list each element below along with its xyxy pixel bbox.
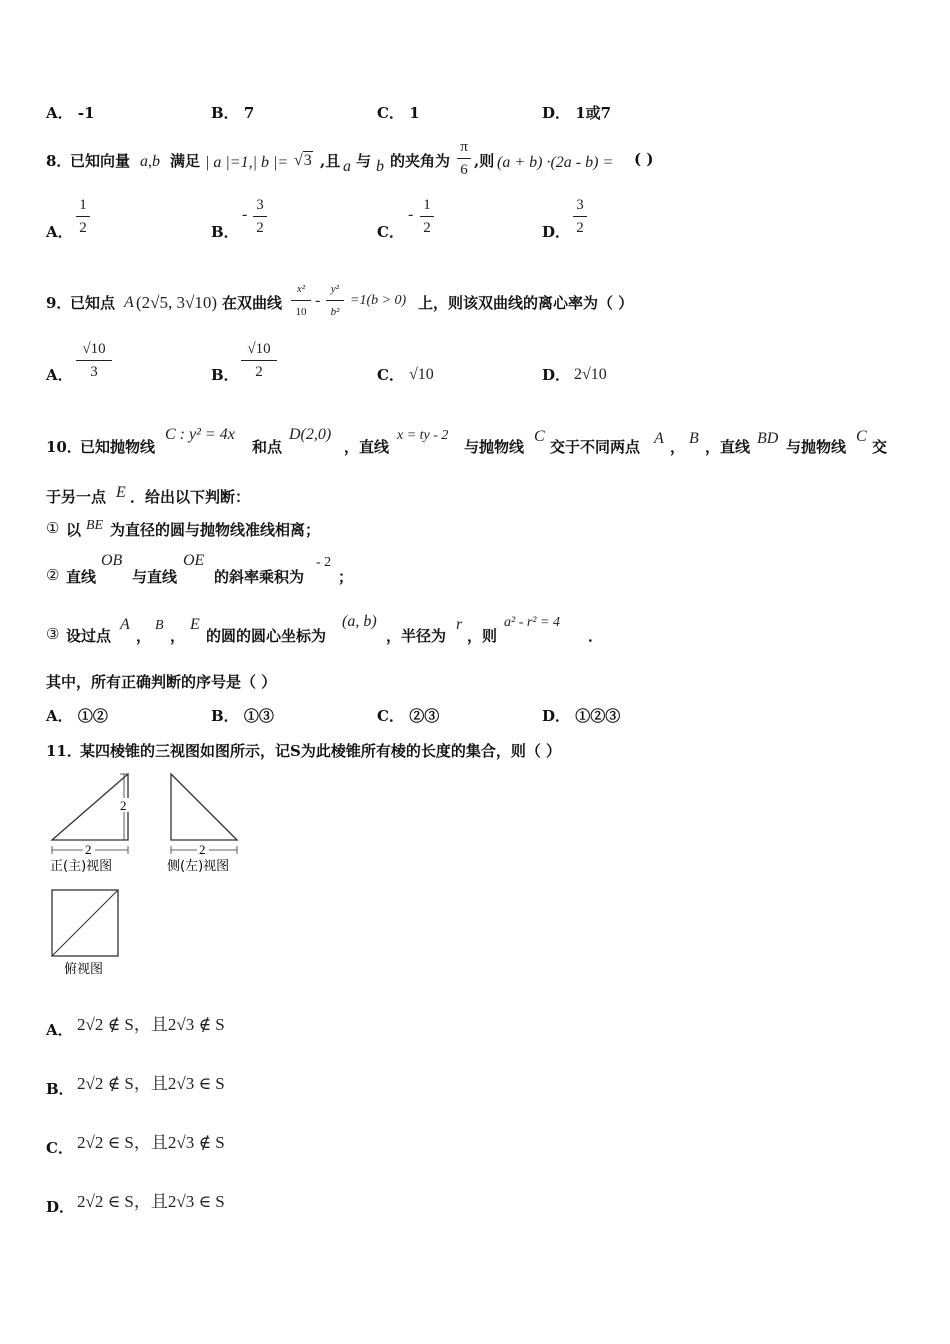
q7-option-c: C． 1 <box>377 104 420 122</box>
statement-3-radius: r <box>456 616 463 633</box>
q10-option-d: D． ①②③ <box>542 707 621 725</box>
q8-vectors: a,b <box>140 153 160 170</box>
q9-option-a: A． <box>46 366 73 384</box>
q9-x-fraction: x² 10 <box>291 280 311 321</box>
statement-3-text: ，则 <box>467 627 498 645</box>
q10-ask: 其中，所有正确判断的序号是（ ） <box>46 673 277 691</box>
q10-text: 已知抛物线 <box>80 438 156 456</box>
q10-curve-c: C <box>534 428 545 445</box>
q7-option-b: B． 7 <box>211 104 255 122</box>
q10-point-d: D(2,0) <box>289 426 332 443</box>
q8-option-d: D． <box>542 223 571 241</box>
q8-text: 已知向量 <box>70 152 131 170</box>
q9-minus: - <box>315 292 321 309</box>
statement-3-center: (a, b) <box>342 613 377 630</box>
top-view-caption: 俯视图 <box>64 962 104 977</box>
statement-3-equation: a² - r² = 4 <box>504 615 560 630</box>
q8-text: 满足 <box>170 152 201 170</box>
q10-parabola: C : y² = 4x <box>165 426 235 443</box>
statement-2-value: - 2 <box>316 555 332 570</box>
statement-2-text: 直线 <box>66 568 97 586</box>
q8-option-a: A． <box>46 223 73 241</box>
q10-text: 与抛物线 <box>786 438 847 456</box>
front-view <box>50 774 130 874</box>
q9-option-b: B． <box>211 366 239 384</box>
q11-option-a: A． <box>46 1021 73 1039</box>
q7-option-d: D． 1或7 <box>542 104 612 122</box>
q8-option-c: C． <box>377 223 404 241</box>
statement-1-text: 以 <box>66 521 82 539</box>
statement-2-ob: OB <box>101 552 123 569</box>
q10-text: 和点 <box>252 438 283 456</box>
q9-option-d-value: 2√10 <box>574 366 607 383</box>
q8-option-b-fraction: 3 2 <box>253 196 267 237</box>
q11-option-d-value: 2√2 ∈ S，且2√3 ∈ S <box>77 1192 225 1211</box>
statement-1-text: 为直径的圆与抛物线准线相离； <box>110 521 321 539</box>
q8-angle-fraction: π 6 <box>457 138 471 179</box>
q9-point-label: A <box>124 294 134 311</box>
statement-2-mark: ② <box>46 566 60 584</box>
statement-3-text: ． <box>588 627 604 645</box>
side-view-caption: 侧(左)视图 <box>167 859 230 874</box>
statement-3-text: 的圆的圆心坐标为 <box>206 627 327 645</box>
statement-3-text: ， <box>136 627 152 645</box>
q8-option-c-fraction: 1 2 <box>420 196 434 237</box>
q8-option-d-fraction: 3 2 <box>573 196 587 237</box>
side-view <box>167 774 237 874</box>
statement-1-be: BE <box>86 518 104 533</box>
q8-vector-a: a <box>343 158 351 175</box>
statement-3-point-b: B <box>155 618 164 633</box>
q10-text: ，直线 <box>344 438 390 456</box>
q8-condition: | a |=1,| b |= <box>205 154 289 171</box>
q10-text: 与抛物线 <box>464 438 525 456</box>
q11-option-b: B． <box>46 1080 74 1098</box>
q9-text: 已知点 <box>70 294 116 312</box>
q9-text: 在双曲线 <box>222 294 283 312</box>
q10-line: x = ty - 2 <box>397 428 449 443</box>
front-view-width-label: 2 <box>85 842 92 857</box>
q10-text: ， <box>670 438 686 456</box>
statement-2-text: 的斜率乘积为 <box>214 568 305 586</box>
statement-2-text: ； <box>338 568 354 586</box>
q8-option-c-sign: - <box>408 206 414 223</box>
q10-point-e: E <box>116 484 126 501</box>
q9-option-c-value: √10 <box>409 366 434 383</box>
q9-option-d: D． <box>542 366 571 384</box>
q11-text: 某四棱锥的三视图如图所示，记S为此棱锥所有棱的长度的集合，则（ ） <box>80 742 562 760</box>
statement-2-oe: OE <box>183 552 205 569</box>
q9-option-a-fraction: √10 3 <box>76 340 112 381</box>
q8-option-a-fraction: 1 2 <box>76 196 90 237</box>
q8-text: ,且 <box>320 152 341 170</box>
q10-point-a: A <box>654 430 664 447</box>
statement-3-text: ，半径为 <box>386 627 447 645</box>
q10-option-c: C． ②③ <box>377 707 440 725</box>
statement-1-mark: ① <box>46 519 60 537</box>
q8-text: 的夹角为 <box>390 152 451 170</box>
q10-text: 交于不同两点 <box>550 438 641 456</box>
q9-point-coords: (2√5, 3√10) <box>136 293 217 312</box>
q10-text: 交 <box>872 438 888 456</box>
top-view <box>52 890 118 977</box>
q9-text: 上，则该双曲线的离心率为（ ） <box>418 294 634 312</box>
q8-expression: (a + b) ·(2a - b) = <box>497 154 614 171</box>
q8-number: 8． <box>46 152 72 170</box>
q11-option-c-value: 2√2 ∈ S，且2√3 ∉ S <box>77 1133 225 1152</box>
statement-3-mark: ③ <box>46 625 60 643</box>
statement-3-text: ， <box>170 627 186 645</box>
q11-option-a-value: 2√2 ∉ S，且2√3 ∉ S <box>77 1015 225 1034</box>
statement-3-text: 设过点 <box>66 627 112 645</box>
q10-number: 10． <box>46 438 82 456</box>
q10-text: ，直线 <box>705 438 751 456</box>
q10-point-b: B <box>689 430 699 447</box>
statement-3-point-e: E <box>190 616 200 633</box>
q8-text: 与 <box>356 152 372 170</box>
q10-text: 于另一点 <box>46 488 107 506</box>
front-view-caption: 正(主)视图 <box>50 859 113 874</box>
q10-option-a: A． ①② <box>46 707 108 725</box>
three-view-figure <box>40 768 260 978</box>
q8-vector-b: b <box>376 158 384 175</box>
q9-y-fraction: y² b² <box>326 280 344 321</box>
statement-3-point-a: A <box>120 616 130 633</box>
q8-blank: ( ) <box>634 150 654 168</box>
q11-option-c: C． <box>46 1139 73 1157</box>
side-view-width-label: 2 <box>199 842 206 857</box>
q9-option-c: C． <box>377 366 404 384</box>
q9-option-b-fraction: √10 2 <box>241 340 277 381</box>
q11-number: 11． <box>46 742 82 760</box>
q8-option-b: B． <box>211 223 239 241</box>
front-view-height-label: 2 <box>120 798 127 813</box>
q8-sqrt3: √3 <box>294 152 312 169</box>
q10-text: ．给出以下判断： <box>130 488 251 506</box>
q8-option-b-sign: - <box>242 206 248 223</box>
q9-equation: =1(b > 0) <box>350 293 407 308</box>
q10-curve-c: C <box>856 428 867 445</box>
q8-text: ,则 <box>474 152 495 170</box>
q10-line-bd: BD <box>757 430 779 447</box>
statement-2-text: 与直线 <box>132 568 178 586</box>
q10-option-b: B． ①③ <box>211 707 274 725</box>
q7-option-a: A． -1 <box>46 104 95 122</box>
q11-option-d: D． <box>46 1198 75 1216</box>
q11-option-b-value: 2√2 ∉ S，且2√3 ∈ S <box>77 1074 225 1093</box>
q9-number: 9． <box>46 294 72 312</box>
